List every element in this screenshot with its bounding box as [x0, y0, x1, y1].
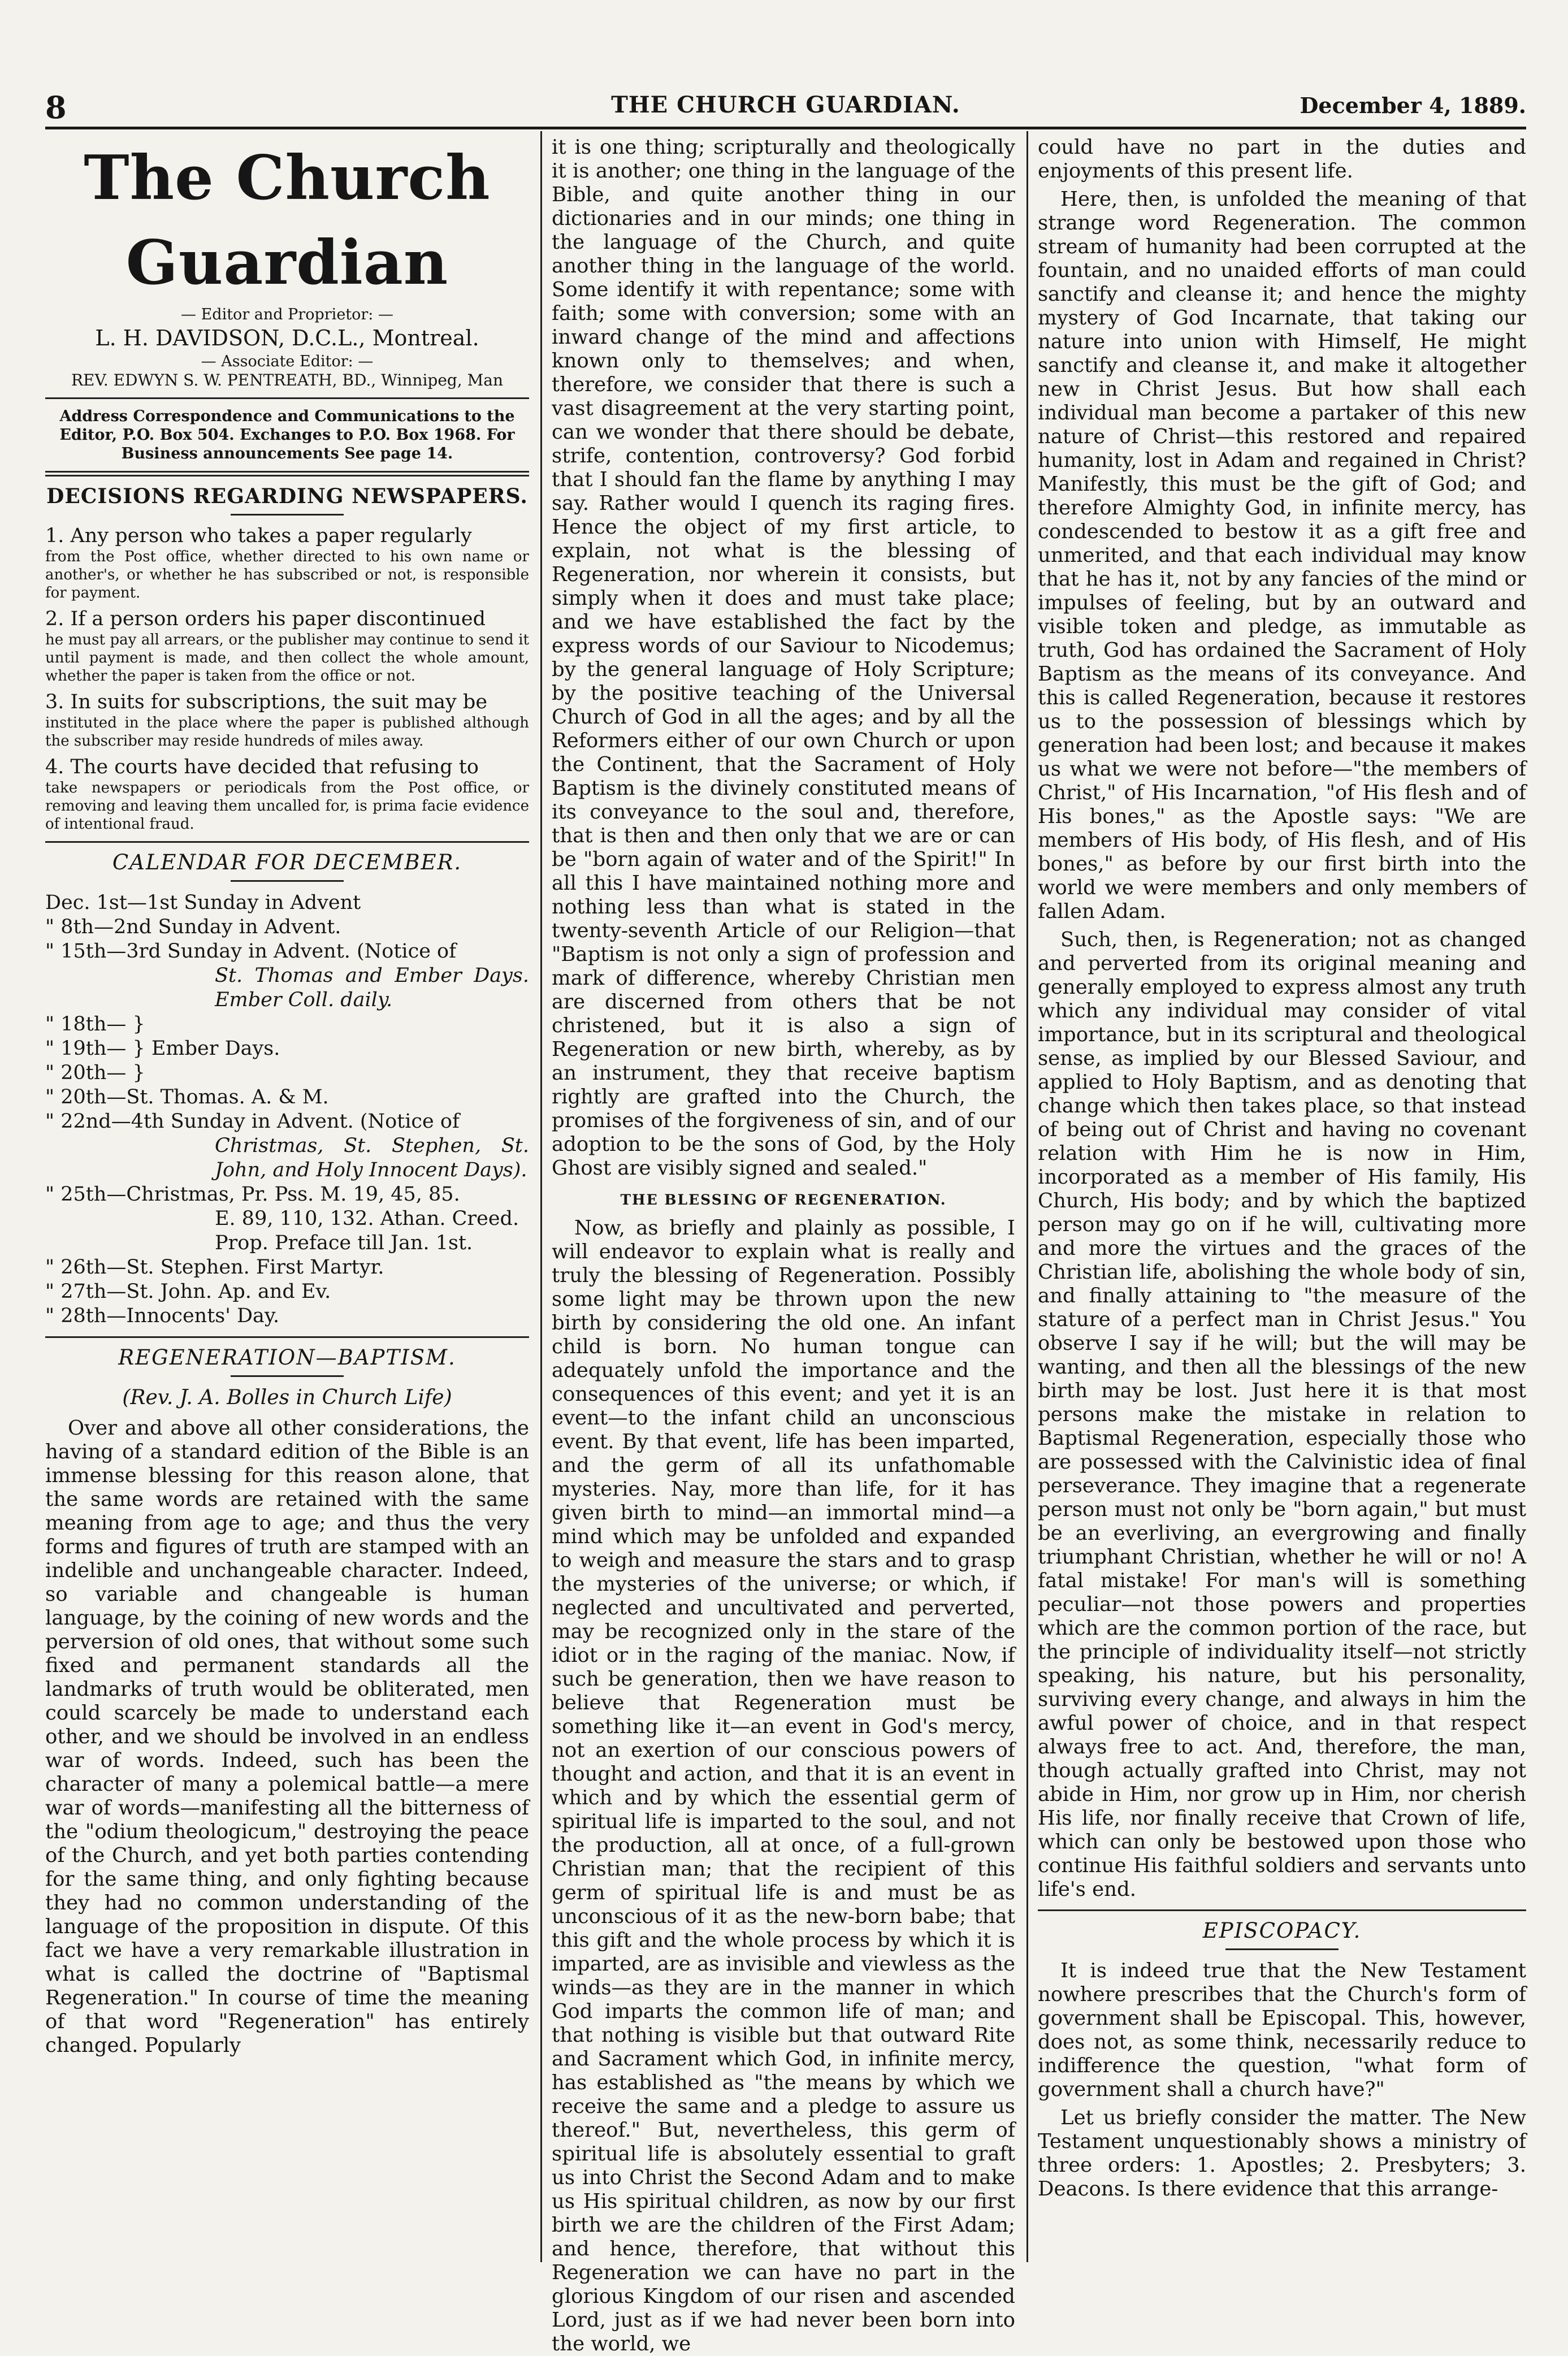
divider — [1038, 1909, 1526, 1911]
calendar-line: " 22nd—4th Sunday in Advent. (Notice of — [45, 1110, 460, 1133]
decisions-heading: DECISIONS REGARDING NEWSPAPERS. — [46, 484, 528, 508]
calendar-line: E. 89, 110, 132. Athan. Creed. — [215, 1207, 519, 1230]
calendar-line: " 19th— } Ember Days. — [45, 1037, 280, 1060]
article-paragraph: Here, then, is unfolded the meaning of that strange word Regeneration. The common stream of humanity had been corrupted at the fountain, and no unaided efforts of man could sanctify and cleanse it; and hence the mighty mystery of God Incarnate, that taking our nature into union with Himself, He might sanctify and cleanse it, and make it altogether new in Christ Jesus. But how shall each individual man become a partaker of this new nature of Christ—this restored and repaired humanity, lost in Adam and regained in Christ? Manifestly, this must be the gift of God; and therefore Almighty God, in infinite mercy, has condescended to bestow it as a gift free and unmerited, and that each individual may know that he has it, not by any fancies of the mind or impulses of feeling, but by an outward and visible token and pledge, as immutable as truth, God has ordained the Sacrament of Holy Baptism as the means of its conveyance. And this is called Regeneration, because it restores us to the possession of blessings which by generation had been lost; and because it makes us what we were not before—"the members of Christ," of His Incarnation, "of His flesh and of His bones," as the Apostle says: "We are members of His body, of His flesh, and of His bones," as before by our first birth into the world we were members and only members of fallen Adam. — [1038, 188, 1526, 923]
column-1 — [45, 136, 529, 2261]
calendar-line: " 20th— } — [45, 1062, 145, 1084]
divider — [231, 1375, 344, 1377]
decision-item — [45, 608, 529, 685]
issue-date: December 4, 1889. — [1300, 93, 1526, 118]
masthead-title: The Church Guardian — [84, 142, 491, 298]
editor-label: — Editor and Proprietor: — — [181, 306, 393, 323]
address-notice: Address Correspondence and Communications to the Editor, P.O. Box 504. Exchanges to P.O. Box 1968. For Business announcements See page 14. — [59, 408, 515, 462]
divider — [45, 841, 529, 843]
calendar-line: " 27th—St. John. Ap. and Ev. — [45, 1280, 331, 1303]
associate-editor-label: — Associate Editor: — — [201, 353, 374, 370]
article-heading: REGENERATION—BAPTISM. — [118, 1345, 456, 1370]
article-paragraph: it is one thing; scripturally and theologically it is another; one thing in the language of the Bible, and quite another thing in our dictionaries and in our minds; one thing in the language of the Church, and quite another thing in the language of the world. Some identify it with repentance; some with faith; some with conversion; some with an inward change of the mind and affections known only to themselves; and when, therefore, we consider that there is such a vast disagreement at the very starting point, can we wonder that there should be debate, strife, contention, controversy? God forbid that I should fan the flame by anything I may say. Rather would I quench its raging fires. Hence the object of my first article, to explain, not what is the blessing of Regeneration, nor wherein it consists, but simply when it does and must take place; and we have established the fact by the express words of our Saviour to Nicodemus; by the general language of Holy Scripture; by the positive teaching of the Universal Church of God in all the ages; and by all the Reformers either of our own Church or upon the Continent, that the Sacrament of Holy Baptism is the divinely constituted means of its conveyance to the soul and, therefore, that is then and then only that we are or can be "born again of water and of the Spirit!" In all this I have maintained nothing more and nothing less than what is stated in the twenty-seventh Article of our Religion—that "Baptism is not only a sign of profession and mark of difference, whereby Christian men are discerned from others that be not christened, but it is also a sign of Regeneration or new birth, whereby, as by an instrument, they that receive baptism rightly are grafted into the Church, the promises of the forgiveness of sin, and of our adoption to be the sons of God, by the Holy Ghost are visibly signed and sealed." — [552, 136, 1015, 1180]
decision-item — [45, 756, 529, 833]
article-paragraph: could have no part in the duties and enjoyments of this present life. — [1038, 136, 1526, 183]
decision-lead: 2. If a person orders his paper discontinued — [45, 608, 486, 630]
calendar-line: Christmas, St. Stephen, St. John, and Holy Innocent Days). — [215, 1134, 529, 1181]
calendar-line: Prop. Preface till Jan. 1st. — [215, 1232, 473, 1254]
calendar-line: " 18th— } — [45, 1013, 145, 1036]
decision-lead: 1. Any person who takes a paper regularly — [45, 525, 472, 547]
article-subheading: THE BLESSING OF REGENERATION. — [620, 1192, 947, 1208]
divider — [45, 471, 529, 477]
column-rule — [540, 131, 542, 2262]
divider — [45, 1336, 529, 1338]
decision-text: take newspapers or periodicals from the Post office, or removing and leaving them uncalled for, is prima facie evidence of intentional fraud. — [45, 779, 529, 833]
divider — [231, 880, 344, 882]
divider — [45, 397, 529, 399]
article-paragraph: Now, as briefly and plainly as possible, I will endeavor to explain what is really and truly the blessing of Regeneration. Possibly some light may be thrown upon the new birth by considering the old one. An infant child is born. No human tongue can adequately unfold the importance and the consequences of this event; and yet it is an event—to the infant child an unconscious event. By that event, life has been imparted, and the germ of all its unfathomable mysteries. Nay, more than life, for it has given birth to mind—an immortal mind—a mind which may be unfolded and expanded to weigh and measure the stars and to grasp the mysteries of the universe; or which, if neglected and uncultivated and perverted, may be recognized only in the stare of the idiot or in the raging of the maniac. Now, if such be generation, then we have reason to believe that Regeneration must be something like it—an event in God's mercy, not an exertion of our conscious powers of thought and action, and that it is an event in which and by which the essential germ of spiritual life is imparted to the soul, and not the production, all at once, of a full-grown Christian man; that the recipient of this germ of spiritual life is and must be as unconscious of it as the new-born babe; that this gift and the whole process by which it is imparted, are as invisible and viewless as the winds—as they are in the manner in which God imparts the common life of man; and that nothing is visible but that outward Rite and Sacrament which God, in infinite mercy, has established as "the means by which we receive the same and a pledge to assure us thereof." But, nevertheless, this germ of spiritual life is absolutely essential to graft us into Christ the Second Adam and to make us His spiritual children, as now by our first birth we are the children of the First Adam; and hence, therefore, that without this Regeneration we can have no part in the glorious Kingdom of our risen and ascended Lord, just as if we had never been born into the world, we — [552, 1216, 1015, 2355]
calendar-line: " 8th—2nd Sunday in Advent. — [45, 916, 341, 938]
article-paragraph: Such, then, is Regeneration; not as changed and perverted from its original meaning and generally employed to express almost any truth which any individual may consider of vital importance, but in its scriptural and theological sense, as implied by our Blessed Saviour, and applied to Holy Baptism, and as denoting that change which then takes place, so that instead of being out of Christ and having no covenant relation with Him he is now in Him, incorporated as a member of His family, His Church, His body; and by which the baptized person may go on if he will, cultivating more and more the virtues and the graces of the Christian life, abolishing the whole body of sin, and finally attaining to "the measure of the stature of a perfect man in Christ Jesus." You observe I say if he will; but the will may be wanting, and then all the blessings of the new birth may be lost. Just here it is that most persons make the mistake in relation to Baptismal Regeneration, especially those who are possessed with the Calvinistic idea of final perseverance. They imagine that a regenerate person must not only be "born again," but must be an everliving, an evergrowing and finally triumphant Christian, whether he will or no! A fatal mistake! For man's will is something peculiar—not those powers and properties which are the common portion of the race, but the principle of individuality itself—not strictly speaking, his nature, but his personality, surviving every change, and always in him the awful power of choice, and in that respect always free to act. And, therefore, the man, though actually grafted into Christ, may not abide in Him, nor grow up in Him, nor cherish His life, nor finally receive that Crown of life, which can only be bestowed upon those who continue His faithful soldiers and servants unto life's end. — [1038, 928, 1526, 1901]
calendar-line: " 20th—St. Thomas. A. & M. — [45, 1086, 329, 1108]
divider — [1225, 1948, 1339, 1950]
episcopacy-paragraph: It is indeed true that the New Testament nowhere prescribes that the Church's form of government shall be Episcopal. This, however, does not, as some think, necessarily reduce to indifference the question, "what form of government shall a church have?" — [1038, 1959, 1526, 2101]
episcopacy-paragraph: Let us briefly consider the matter. The New Testament unquestionably shows a ministry of three orders: 1. Apostles; 2. Presbyters; 3. Deacons. Is there evidence that this arrange- — [1038, 2106, 1526, 2201]
calendar-line: " 26th—St. Stephen. First Martyr. — [45, 1256, 384, 1279]
decision-lead: 3. In suits for subscriptions, the suit may be — [45, 691, 488, 713]
calendar-line: " 28th—Innocents' Day. — [45, 1305, 280, 1327]
decision-lead: 4. The courts have decided that refusing to — [45, 756, 479, 778]
decision-item — [45, 525, 529, 602]
decision-text: he must pay all arrears, or the publisher may continue to send it until payment is made, and then collect the whole amount, whether the paper is taken from the office or not. — [45, 631, 529, 685]
episcopacy-heading: EPISCOPACY. — [1202, 1918, 1362, 1943]
divider — [231, 514, 344, 516]
calendar-line: Dec. 1st—1st Sunday in Advent — [45, 891, 361, 914]
decision-item — [45, 691, 529, 750]
calendar-heading: CALENDAR FOR DECEMBER. — [112, 850, 462, 874]
associate-editor-name: REV. EDWYN S. W. PENTREATH, BD., Winnipeg, Man — [71, 371, 504, 389]
header-rule — [45, 127, 1526, 129]
running-title: THE CHURCH GUARDIAN. — [611, 92, 960, 118]
decision-text: from the Post office, whether directed to his own name or another's, or whether he has subscribed or not, is responsible for payment. — [45, 548, 529, 601]
page-number: 8 — [45, 89, 67, 125]
column-2 — [552, 136, 1015, 2355]
article-paragraph: Over and above all other considerations, the having of a standard edition of the Bible is an immense blessing for this reason alone, that the same words are retained with the same meaning from age to age; and thus the very forms and figures of truth are stamped with an indelible and unchangeable character. Indeed, so variable and changeable is human language, by the coining of new words and the perversion of old ones, that without some such fixed and permanent standards all the landmarks of truth would be obliterated, men could scarcely be made to understand each other, and we should be involved in an endless war of words. Indeed, such has been the character of many a polemical battle—a mere war of words—manifesting all the bitterness of the "odium theologicum," destroying the peace of the Church, and yet both parties contending for the same thing, and only fighting because they had no common understanding of the language of the proposition in dispute. Of this fact we have a very remarkable illustration in what is called the doctrine of "Baptismal Regeneration." In course of time the meaning of that word "Regeneration" has entirely changed. Popularly — [45, 1417, 529, 2057]
editor-name: L. H. DAVIDSON, D.C.L., Montreal. — [95, 326, 479, 350]
column-3 — [1038, 136, 1526, 2261]
decision-text: instituted in the place where the paper is published although the subscriber may reside hundreds of miles away. — [45, 714, 529, 750]
calendar-line: " 15th—3rd Sunday in Advent. (Notice of — [45, 940, 457, 963]
calendar-list — [45, 891, 529, 1328]
calendar-line: St. Thomas and Ember Days. Ember Coll. daily. — [215, 964, 529, 1011]
page-header — [45, 89, 1526, 125]
calendar-line: " 25th—Christmas, Pr. Pss. M. 19, 45, 85. — [45, 1183, 460, 1206]
column-rule — [1026, 131, 1028, 2262]
article-byline: (Rev. J. A. Bolles in Church Life) — [122, 1386, 452, 1409]
